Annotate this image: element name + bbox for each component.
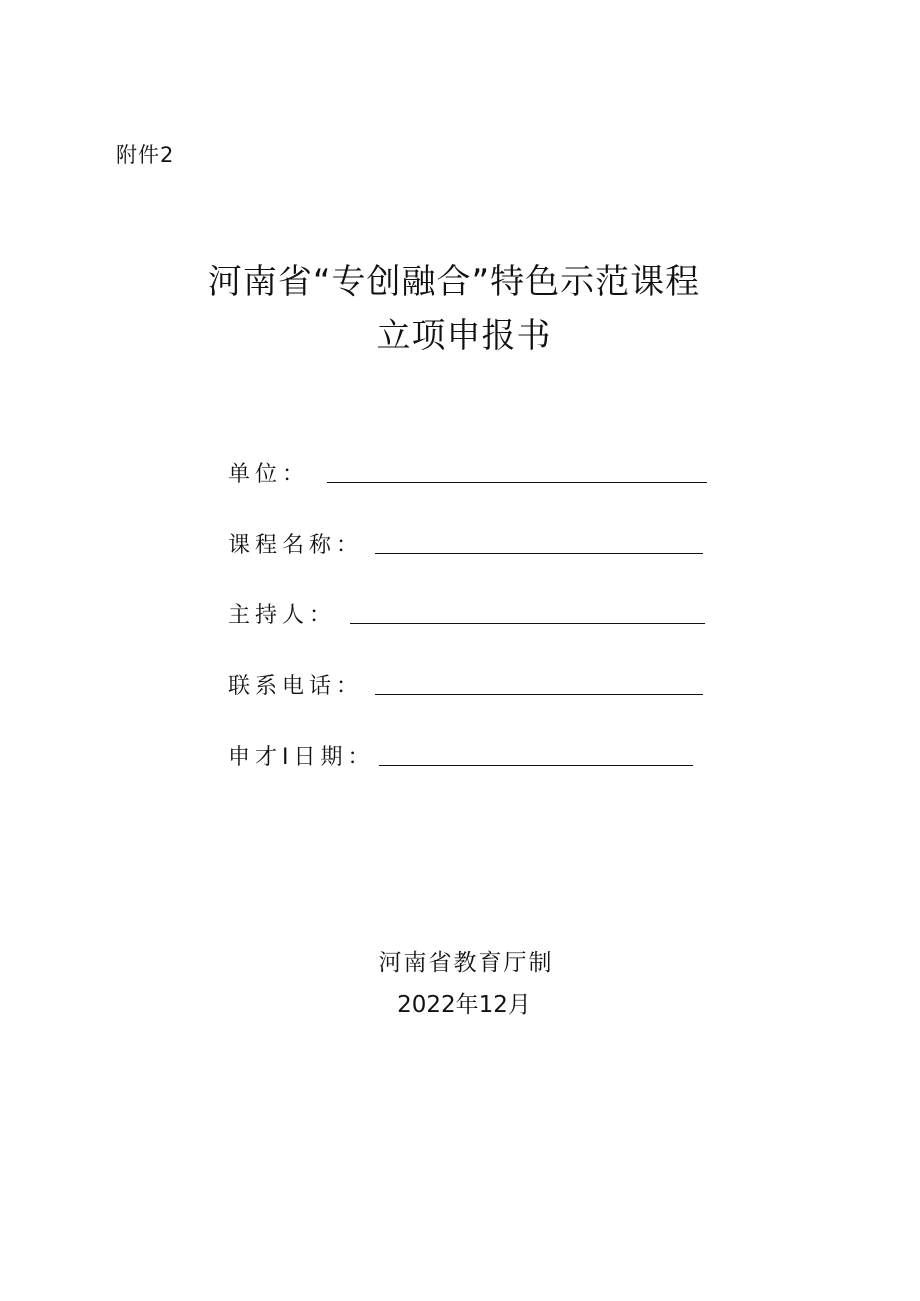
issuer-text: 河南省教育厅制 <box>378 950 554 976</box>
field-host-label: 主持人： <box>228 603 337 628</box>
document-title: 河南省“专创融合”特色示范课程 <box>207 262 701 302</box>
field-unit-label: 单位： <box>228 462 310 487</box>
field-course-name-blank <box>375 553 703 554</box>
document-subtitle: 立项申报书 <box>376 316 552 356</box>
field-phone-blank <box>375 694 703 695</box>
field-course-name-label: 课程名称： <box>228 533 364 558</box>
attachment-label: 附件2 <box>116 143 175 167</box>
field-host <box>228 596 705 630</box>
field-date-blank <box>379 765 693 766</box>
field-unit-blank <box>327 482 707 483</box>
field-phone <box>228 667 703 701</box>
issue-date: 2022年12月 <box>397 992 531 1018</box>
field-date-label: 申才I日期： <box>228 745 375 770</box>
field-unit <box>228 455 707 489</box>
field-course-name <box>228 526 703 560</box>
field-date <box>228 738 693 772</box>
field-phone-label: 联系电话： <box>228 674 364 699</box>
field-host-blank <box>350 623 705 624</box>
